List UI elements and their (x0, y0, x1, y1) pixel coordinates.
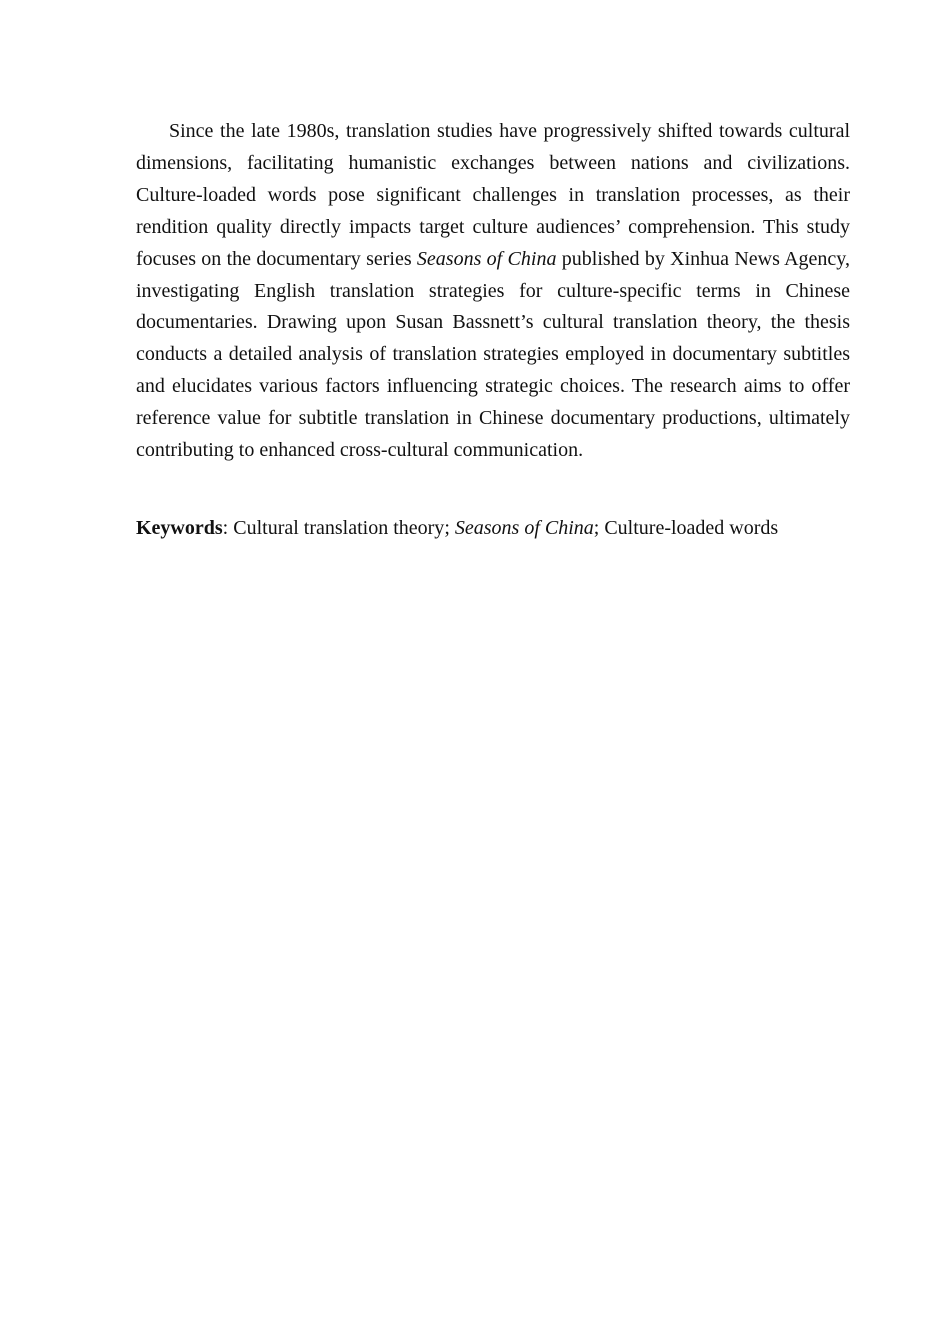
keyword-separator: ; (593, 516, 605, 539)
keywords-label: Keywords (136, 516, 223, 539)
abstract-section (136, 116, 850, 553)
keyword-item: Culture-loaded words (604, 516, 779, 539)
abstract-paragraph (136, 116, 850, 467)
abstract-text-part2: published by Xinhua News Agency, investigating English translation strategies for culture-specific terms in Chinese documentaries. Drawing upon Susan Bassnett’s cultural translation theory, the thesis conducts a detailed analysis of translation strategies employed in documentary subtitles and elucidates various factors influencing strategic choices. The research aims to offer reference value for subtitle translation in Chinese documentary productions, ultimately contributing to enhanced cross-cultural communication. (136, 247, 851, 462)
keyword-item-italic: Seasons of China (454, 516, 594, 539)
abstract-documentary-title: Seasons of China (416, 247, 557, 270)
keyword-item: Cultural translation theory (233, 516, 445, 539)
keywords-line (136, 503, 850, 553)
keywords-separator: : (222, 516, 234, 539)
abstract-text-part1: Since the late 1980s, translation studies have progressively shifted towards cultural dimensions, facilitating humanistic exchanges between nations and civilizations. Culture-loaded words pose significant challenges in translation processes, as their rendition quality directly impacts target culture audiences’ comprehension. This study focuses on the documentary series (136, 120, 850, 270)
keyword-separator: ; (444, 516, 455, 539)
